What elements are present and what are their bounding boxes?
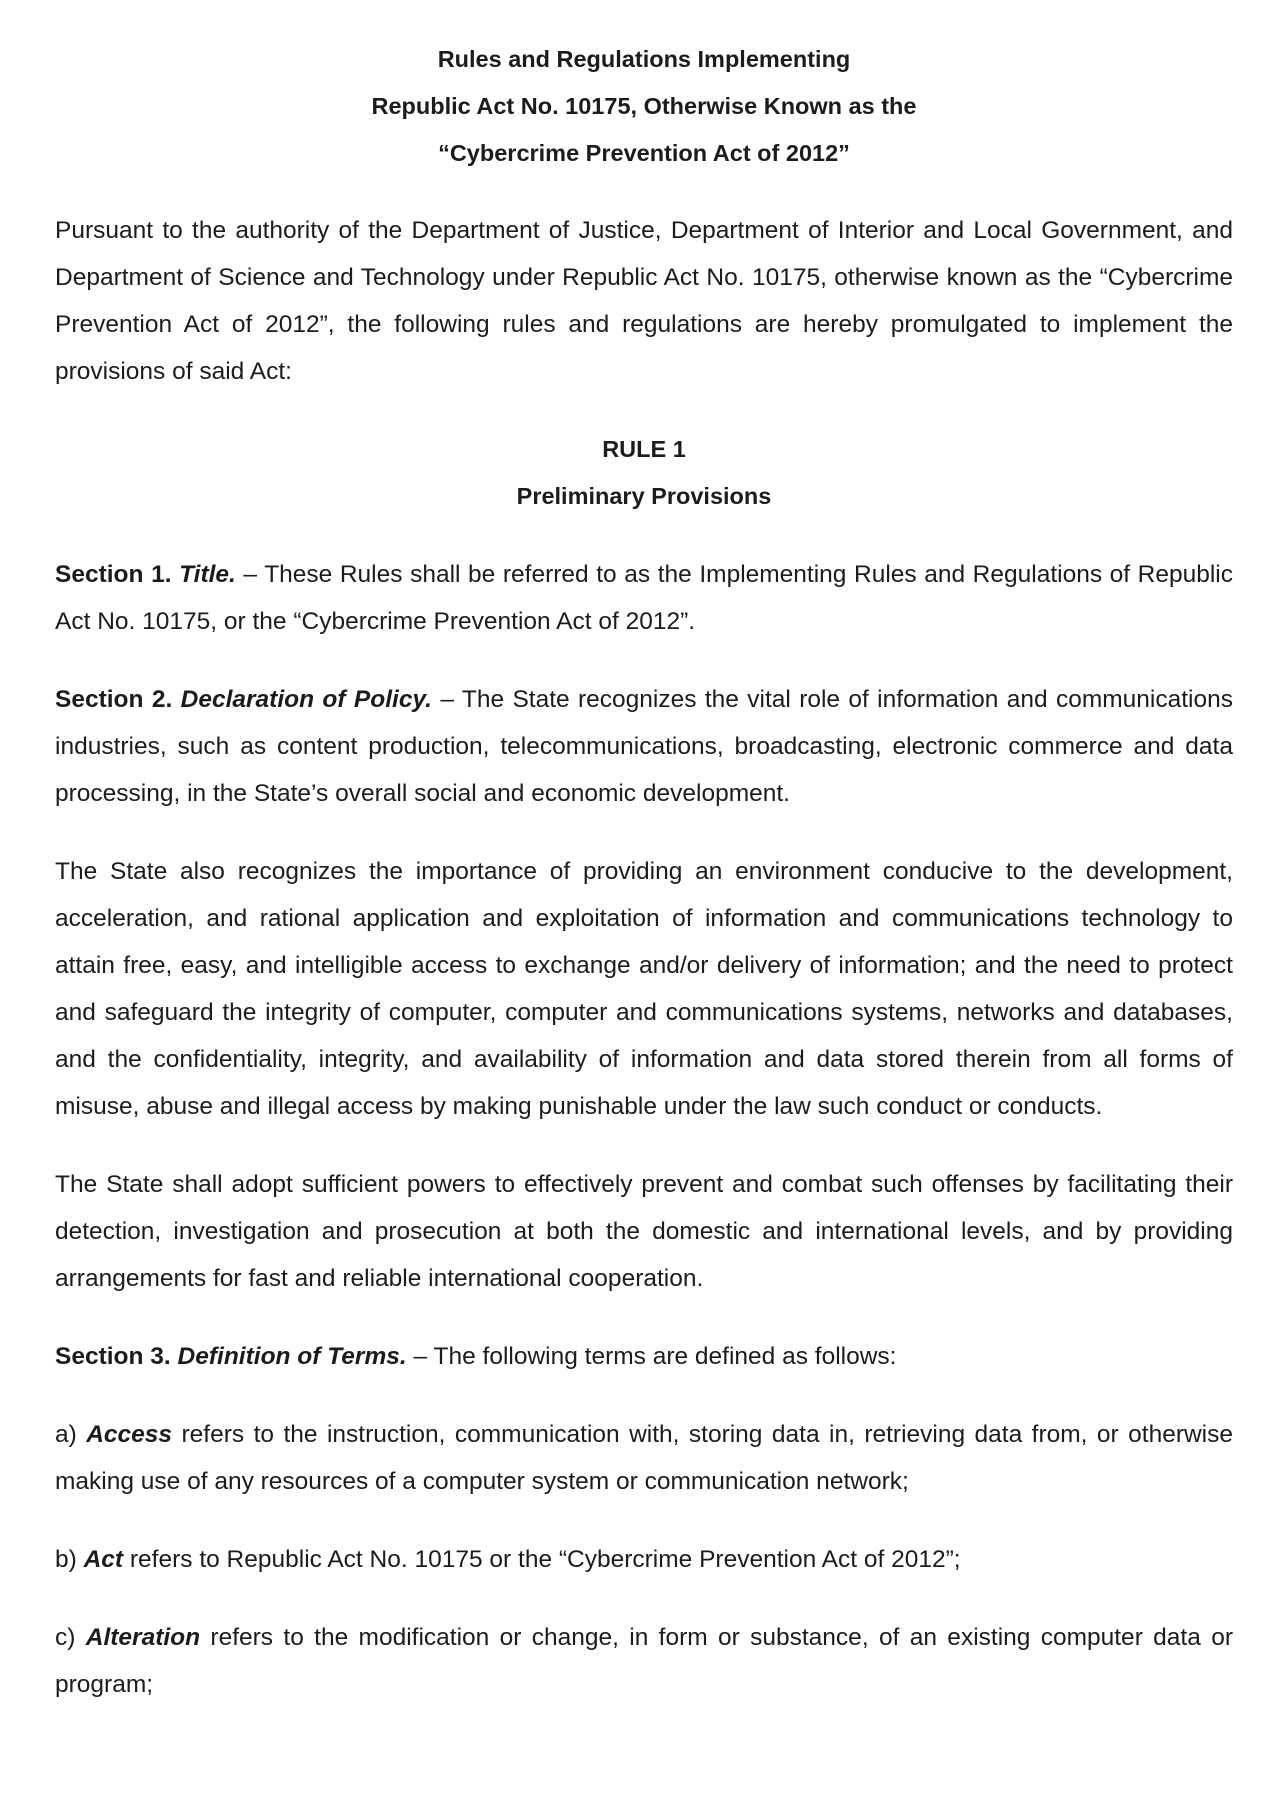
definition-prefix: c) xyxy=(55,1624,86,1651)
section-label: Section 3. xyxy=(55,1343,171,1370)
section-2-paragraph xyxy=(55,676,1233,817)
policy-paragraph: The State shall adopt sufficient powers to effectively prevent and combat such offenses by facilitating their detection, investigation and prosecution at both the domestic and international levels, and by providing arrangements for fast and reliable international cooperation. xyxy=(55,1171,1233,1292)
section-1-paragraph xyxy=(55,551,1233,645)
rule-heading xyxy=(55,426,1233,520)
section-heading: Definition of Terms. xyxy=(177,1343,407,1370)
definition-item xyxy=(55,1411,1233,1505)
definition-term: Act xyxy=(83,1546,124,1573)
rule-number: RULE 1 xyxy=(602,436,686,462)
definition-text: refers to the instruction, communication with, storing data in, retrieving data from, or otherwise making use of any resources of a computer system or communication network; xyxy=(55,1421,1233,1495)
section-text: – These Rules shall be referred to as the Implementing Rules and Regulations of Republic Act No. 10175, or the “Cybercrime Prevention Act of 2012”. xyxy=(55,561,1234,635)
rule-name: Preliminary Provisions xyxy=(516,483,772,509)
definition-item xyxy=(55,1614,1233,1708)
section-heading: Title. xyxy=(179,561,236,588)
definition-text: refers to Republic Act No. 10175 or the “Cybercrime Prevention Act of 2012”; xyxy=(123,1546,961,1573)
definition-text: refers to the modification or change, in form or substance, of an existing computer data or program; xyxy=(55,1624,1233,1698)
definition-prefix: a) xyxy=(55,1421,87,1448)
preamble-paragraph: Pursuant to the authority of the Department of Justice, Department of Interior and Local Government, and Department of Science and Technology under Republic Act No. 10175, otherwise known as the “Cybercrime Prevention Act of 2012”, the following rules and regulations are hereby promulgated to implement the provisions of said Act: xyxy=(55,217,1233,385)
section-label: Section 2. xyxy=(55,686,173,713)
definition-term: Alteration xyxy=(85,1624,201,1651)
section-heading: Declaration of Policy. xyxy=(180,686,432,713)
section-text: – The State recognizes the vital role of information and communications industries, such as content production, telecommunications, broadcasting, electronic commerce and data processing, in the State’s overall social and economic development. xyxy=(55,686,1233,807)
document-title xyxy=(55,36,1233,177)
definition-term: Access xyxy=(86,1421,173,1448)
title-line: Republic Act No. 10175, Otherwise Known as the xyxy=(371,93,917,119)
section-text: – The following terms are defined as follows: xyxy=(406,1343,897,1370)
definition-item xyxy=(55,1536,1233,1583)
title-line: “Cybercrime Prevention Act of 2012” xyxy=(438,140,850,166)
section-3-paragraph xyxy=(55,1333,1233,1380)
title-line: Rules and Regulations Implementing xyxy=(437,46,851,72)
section-label: Section 1. xyxy=(55,561,172,588)
policy-paragraph: The State also recognizes the importance of providing an environment conducive to the development, acceleration, and rational application and exploitation of information and communications technology to attain free, easy, and intelligible access to exchange and/or delivery of information; and the need to protect and safeguard the integrity of computer, computer and communications systems, networks and databases, and the confidentiality, integrity, and availability of information and data stored therein from all forms of misuse, abuse and illegal access by making punishable under the law such conduct or conducts. xyxy=(55,858,1233,1120)
definition-prefix: b) xyxy=(55,1546,84,1573)
